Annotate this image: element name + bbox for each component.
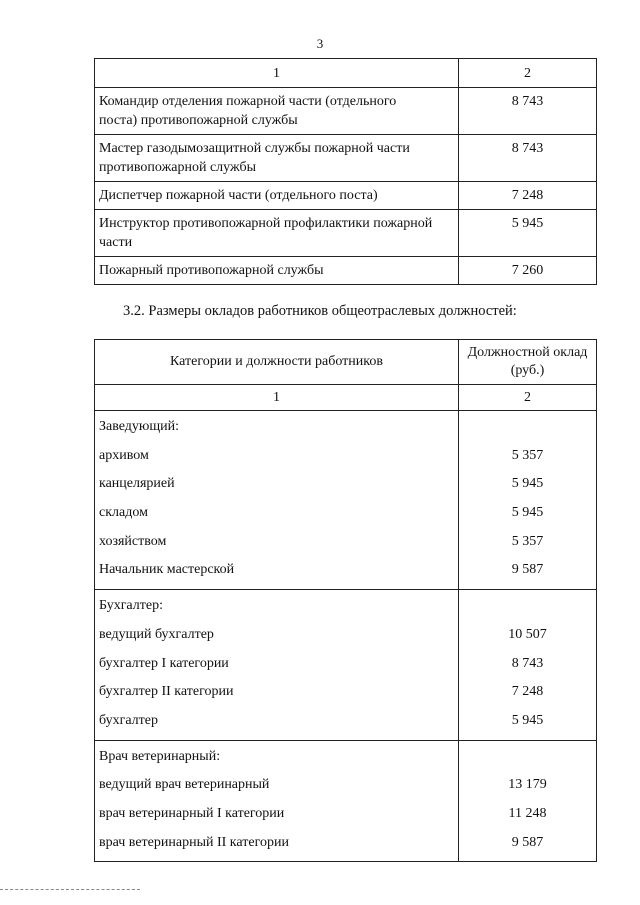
position-name: ведущий бухгалтер — [99, 626, 214, 642]
position-name — [95, 210, 459, 257]
table-header-row — [95, 340, 597, 385]
salary-value: 5 945 — [459, 210, 597, 257]
fire-service-salary-table — [94, 58, 597, 285]
group-values — [459, 411, 597, 590]
position-name — [95, 88, 459, 135]
position-name: врач ветеринарный II категории — [99, 834, 289, 850]
position-name-line: поста) противопожарной службы — [99, 113, 298, 128]
position-name: ведущий врач ветеринарный — [99, 777, 270, 793]
position-name-line: части — [99, 235, 133, 250]
page-number: 3 — [316, 36, 324, 51]
position-name-line: Инструктор противопожарной профилактики пожарной — [99, 216, 433, 231]
salary-value: 5 945 — [511, 476, 544, 492]
group-values — [459, 590, 597, 740]
salary-value: 5 357 — [511, 533, 544, 549]
header-salary-line: Должностной оклад — [467, 345, 588, 360]
salary-value: 8 743 — [511, 655, 544, 671]
group-names — [95, 740, 459, 862]
table-row — [95, 210, 597, 257]
section-heading: 3.2. Размеры окладов работников общеотраслевых должностей: — [123, 303, 517, 319]
column-number-1: 1 — [95, 59, 459, 88]
group-values — [459, 740, 597, 862]
position-name-line: Мастер газодымозащитной службы пожарной части — [99, 141, 410, 156]
position-name: врач ветеринарный I категории — [99, 805, 285, 821]
table-header-row — [95, 59, 597, 88]
column-number-2: 2 — [459, 385, 597, 411]
group-title: Врач ветеринарный: — [99, 748, 221, 764]
table-row — [95, 182, 597, 210]
salary-value: 8 743 — [459, 135, 597, 182]
salary-value: 7 248 — [511, 684, 544, 700]
salary-value: 11 248 — [508, 805, 547, 821]
position-name — [95, 135, 459, 182]
header-categories: Категории и должности работников — [95, 340, 459, 385]
header-salary-unit: (руб.) — [510, 363, 545, 378]
table-group-row — [95, 740, 597, 862]
salary-value: 5 945 — [511, 712, 544, 728]
group-names — [95, 411, 459, 590]
table-group-row — [95, 590, 597, 740]
position-name-line: противопожарной службы — [99, 160, 256, 175]
position-name: бухгалтер II категории — [99, 684, 234, 700]
salary-value: 8 743 — [459, 88, 597, 135]
salary-value: 13 179 — [508, 777, 547, 793]
general-positions-salary-table — [94, 339, 597, 862]
column-number-1: 1 — [95, 385, 459, 411]
salary-value: 7 248 — [459, 182, 597, 210]
column-number-2: 2 — [459, 59, 597, 88]
position-name — [95, 182, 459, 210]
group-title: Заведующий: — [99, 419, 180, 434]
position-name: архивом — [99, 447, 149, 463]
position-name: бухгалтер I категории — [99, 655, 229, 671]
position-name: Начальник мастерской — [99, 562, 235, 578]
position-name: канцелярией — [99, 476, 175, 492]
salary-value: 5 357 — [511, 447, 544, 463]
position-name — [95, 257, 459, 285]
group-title: Бухгалтер: — [99, 598, 163, 614]
table-row — [95, 88, 597, 135]
table-numbering-row — [95, 385, 597, 411]
position-name-line: Командир отделения пожарной части (отдельного — [99, 94, 397, 109]
group-title-spacer — [463, 590, 592, 621]
position-name: бухгалтер — [99, 712, 158, 728]
table-row — [95, 135, 597, 182]
salary-value: 5 945 — [511, 505, 544, 521]
position-name-line: Диспетчер пожарной части (отдельного поста) — [99, 188, 378, 203]
group-title-spacer — [463, 411, 592, 442]
position-name: хозяйством — [99, 533, 167, 549]
table-row — [95, 257, 597, 285]
position-name-line: Пожарный противопожарной службы — [99, 263, 324, 278]
group-title-spacer — [463, 741, 592, 772]
position-name: складом — [99, 505, 148, 521]
page-edge-mark — [0, 889, 140, 891]
salary-value: 9 587 — [511, 562, 544, 578]
group-names — [95, 590, 459, 740]
salary-value: 7 260 — [459, 257, 597, 285]
table-group-row — [95, 411, 597, 590]
header-salary — [459, 340, 597, 385]
salary-value: 9 587 — [511, 834, 544, 850]
salary-value: 10 507 — [508, 626, 547, 642]
